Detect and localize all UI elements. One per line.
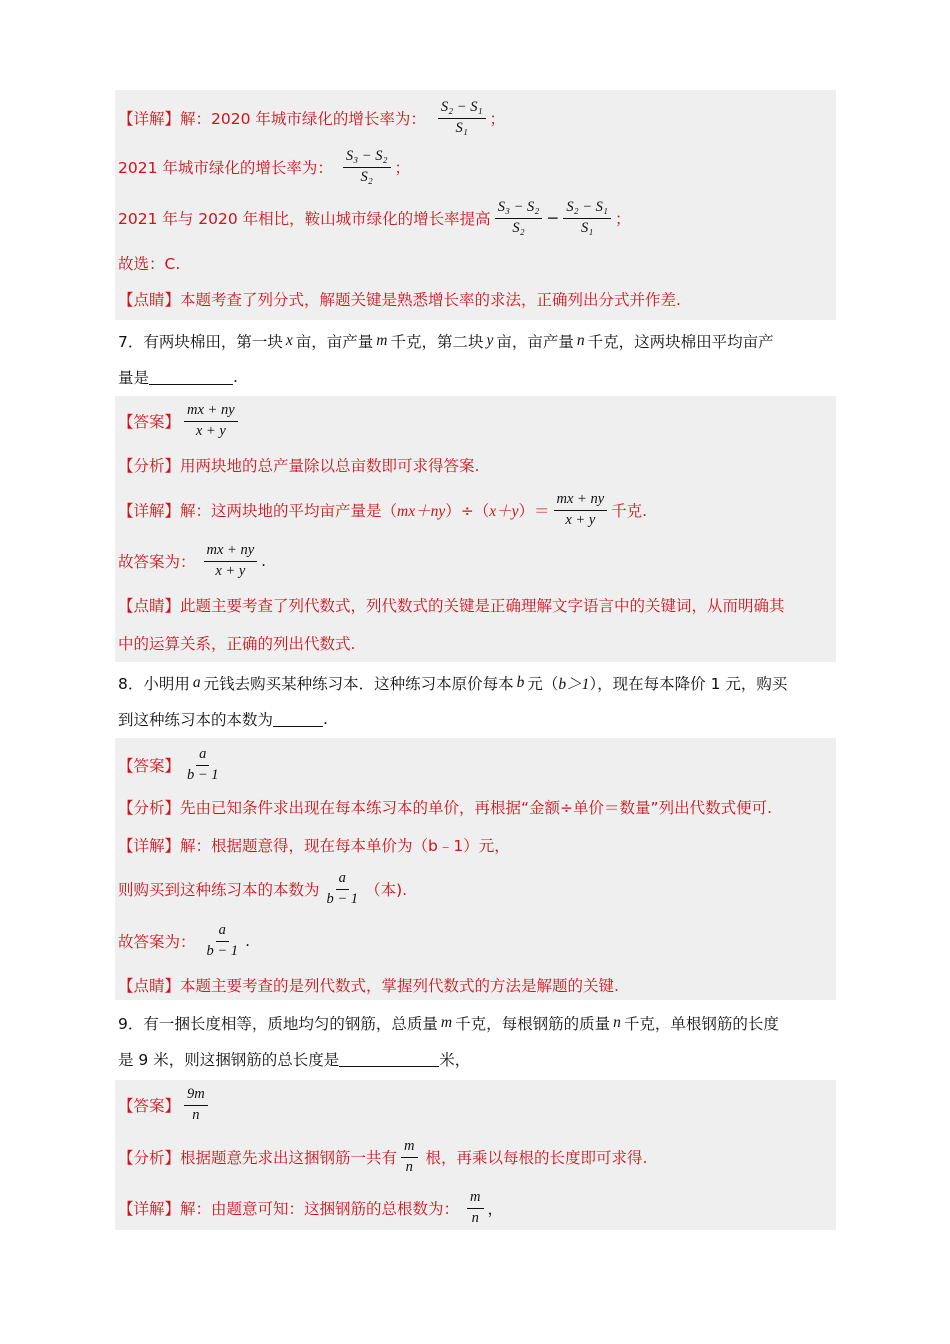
q7-final-fraction: $\frac{mx + ny}{x + y}$: [204, 543, 258, 578]
q7-final-line: 故答案为： $\frac{mx + ny}{x + y}$ .: [118, 542, 267, 579]
q8-final-fraction: $\frac{a}{b - 1}$: [206, 922, 239, 959]
q7-comment-line-1: 【点睛】 此题主要考查了列代数式，列代数式的关键是正确理解文字语言中的关键词，从而明确其: [118, 592, 785, 618]
q9-detail-line: 【详解】 解：由题意可知：这捆钢筋的总根数为： $\frac{m}{n}$ ，: [118, 1189, 504, 1226]
q6-fraction-b: $\frac{\text{S₂ − S₁}}{\text{S₁}}$: [563, 200, 611, 235]
detail-tag: 【详解】: [118, 502, 181, 520]
q7-analysis-line: 【分析】 用两块地的总产量除以总亩数即可求得答案.: [118, 452, 479, 478]
q9-analysis-line: 【分析】 根据题意先求出这捆钢筋一共有 $\frac{m}{n}$ 根，再乘以每根的长度即可求得.: [118, 1138, 648, 1175]
q7-answer-line: [118, 398, 242, 444]
q6-comment-line: [118, 286, 681, 312]
q8-line-2: 到这种练习本的本数为 .: [118, 710, 328, 729]
answer-tag: 【答案】: [118, 757, 181, 775]
q6-comparison-text: 2021 年与 2020 年相比，鞍山城市绿化的增长率提高: [118, 210, 491, 228]
q7-solution-block: [115, 396, 836, 662]
q9-answer-blank[interactable]: [339, 1052, 439, 1067]
q6-detail-text: 解：2020 年城市绿化的增长率为：: [180, 110, 426, 128]
q7-detail-fraction: $\frac{mx + ny}{x + y}$: [554, 492, 608, 527]
q6-line-comparison: 2021 年与 2020 年相比，鞍山城市绿化的增长率提高 $\frac{\text{S₃ − S₂}}{\text{S₂}}$ − $\frac{\text{S₂ − S₁}}{\text{S₁}}$ ；: [118, 199, 631, 236]
q7-question: [115, 324, 836, 394]
q8-final-line: 故答案为： $\frac{a}{b - 1}$ .: [118, 922, 250, 959]
analysis-tag: 【分析】: [118, 799, 181, 817]
q6-detail-line: 【详解】 解：2020 年城市绿化的增长率为： $\frac{\text{S₂ − S₁}}{\text{S₁}}$ ；: [118, 99, 506, 136]
q9-detail-fraction: $\frac{m}{n}$: [467, 1190, 483, 1225]
q8-answer-line: [118, 742, 226, 788]
q9-solution-block: [115, 1080, 836, 1230]
q9-line-2: 是 9 米，则这捆钢筋的总长度是 米，: [118, 1051, 471, 1069]
q9-answer-fraction: $\frac{9m}{n}$: [184, 1087, 208, 1122]
q8-solution-block: [115, 738, 836, 1000]
q8-comment-line: 【点睛】 本题主要考查的是列代数式，掌握列代数式的方法是解题的关键.: [118, 972, 619, 998]
q7-comment-line-2: 中的运算关系，正确的列出代数式.: [118, 635, 356, 653]
q6-fraction-2020-rate: $\frac{\text{S₂ − S₁}}{\text{S₁}}$: [438, 100, 486, 135]
q6-choice: 故选：C.: [118, 255, 181, 273]
q8-answer-fraction: $\frac{a}{b - 1}$: [187, 746, 219, 783]
q8-then-fraction: $\frac{a}{b - 1}$: [326, 870, 359, 907]
q8-question: [115, 666, 836, 736]
q9-answer-line: [118, 1082, 212, 1128]
q8-answer-blank[interactable]: [273, 712, 323, 727]
q9-question: [115, 1006, 836, 1078]
q6-choice-line: [118, 250, 180, 276]
q8-analysis-line: 【分析】 先由已知条件求出现在每本练习本的单价，再根据“金额÷单价＝数量”列出代数式便可.: [118, 794, 772, 820]
q8-then-line: 则购买到这种练习本的本数为 $\frac{a}{b - 1}$ （本).: [118, 870, 408, 907]
q7-answer-blank[interactable]: [149, 370, 233, 385]
q7-line-2: 量是 .: [118, 368, 238, 387]
answer-tag: 【答案】: [118, 413, 181, 431]
q6-solution-block: [115, 90, 836, 320]
comment-tag: 【点睛】: [118, 291, 181, 309]
q9-line-1: 9．有一捆长度相等，质地均匀的钢筋，总质量 m 千克，每根钢筋的质量 n 千克，单根钢筋的长度: [118, 1014, 779, 1033]
q6-line-2021-rate: 2021 年城市绿化的增长率为： $\frac{\text{S₃ − S₂}}{\text{S₂}}$ ；: [118, 148, 411, 185]
analysis-tag: 【分析】: [118, 1149, 181, 1167]
comment-tag: 【点睛】: [118, 597, 181, 615]
detail-tag: 【详解】: [118, 110, 181, 128]
q9-analysis-fraction: $\frac{m}{n}$: [401, 1139, 417, 1174]
q6-2021-text: 2021 年城市绿化的增长率为：: [118, 159, 333, 177]
q8-line-1: 8．小明用 a 元钱去购买某种练习本．这种练习本原价每本 b 元（ b＞1 ），现在每本降价 1 元，购买: [118, 674, 788, 693]
analysis-tag: 【分析】: [118, 457, 181, 475]
q7-answer-fraction: $\frac{mx + ny}{x + y}$: [184, 403, 238, 438]
detail-tag: 【详解】: [118, 837, 181, 855]
q7-detail-line: 【详解】 解：这两块地的平均亩产量是（ mx＋ny ）÷（ x＋y ）＝ $\frac{mx + ny}{x + y}$ 千克.: [118, 491, 648, 528]
detail-tag: 【详解】: [118, 1200, 181, 1218]
q6-fraction-a: $\frac{\text{S₃ − S₂}}{\text{S₂}}$: [495, 200, 543, 235]
q7-line-1: 7．有两块棉田，第一块 x 亩，亩产量 m 千克，第二块 y 亩，亩产量 n 千克，这两块棉田平均亩产: [118, 332, 774, 351]
comment-tag: 【点睛】: [118, 977, 181, 995]
answer-tag: 【答案】: [118, 1097, 181, 1115]
q6-comment: 本题考查了列分式，解题关键是熟悉增长率的求法，正确列出分式并作差.: [180, 291, 681, 309]
q6-fraction-2021-rate: $\frac{\text{S₃ − S₂}}{\text{S₂}}$: [343, 149, 391, 184]
q8-detail-line: 【详解】 解：根据题意得，现在每本单价为（b﹣1）元，: [118, 832, 510, 858]
